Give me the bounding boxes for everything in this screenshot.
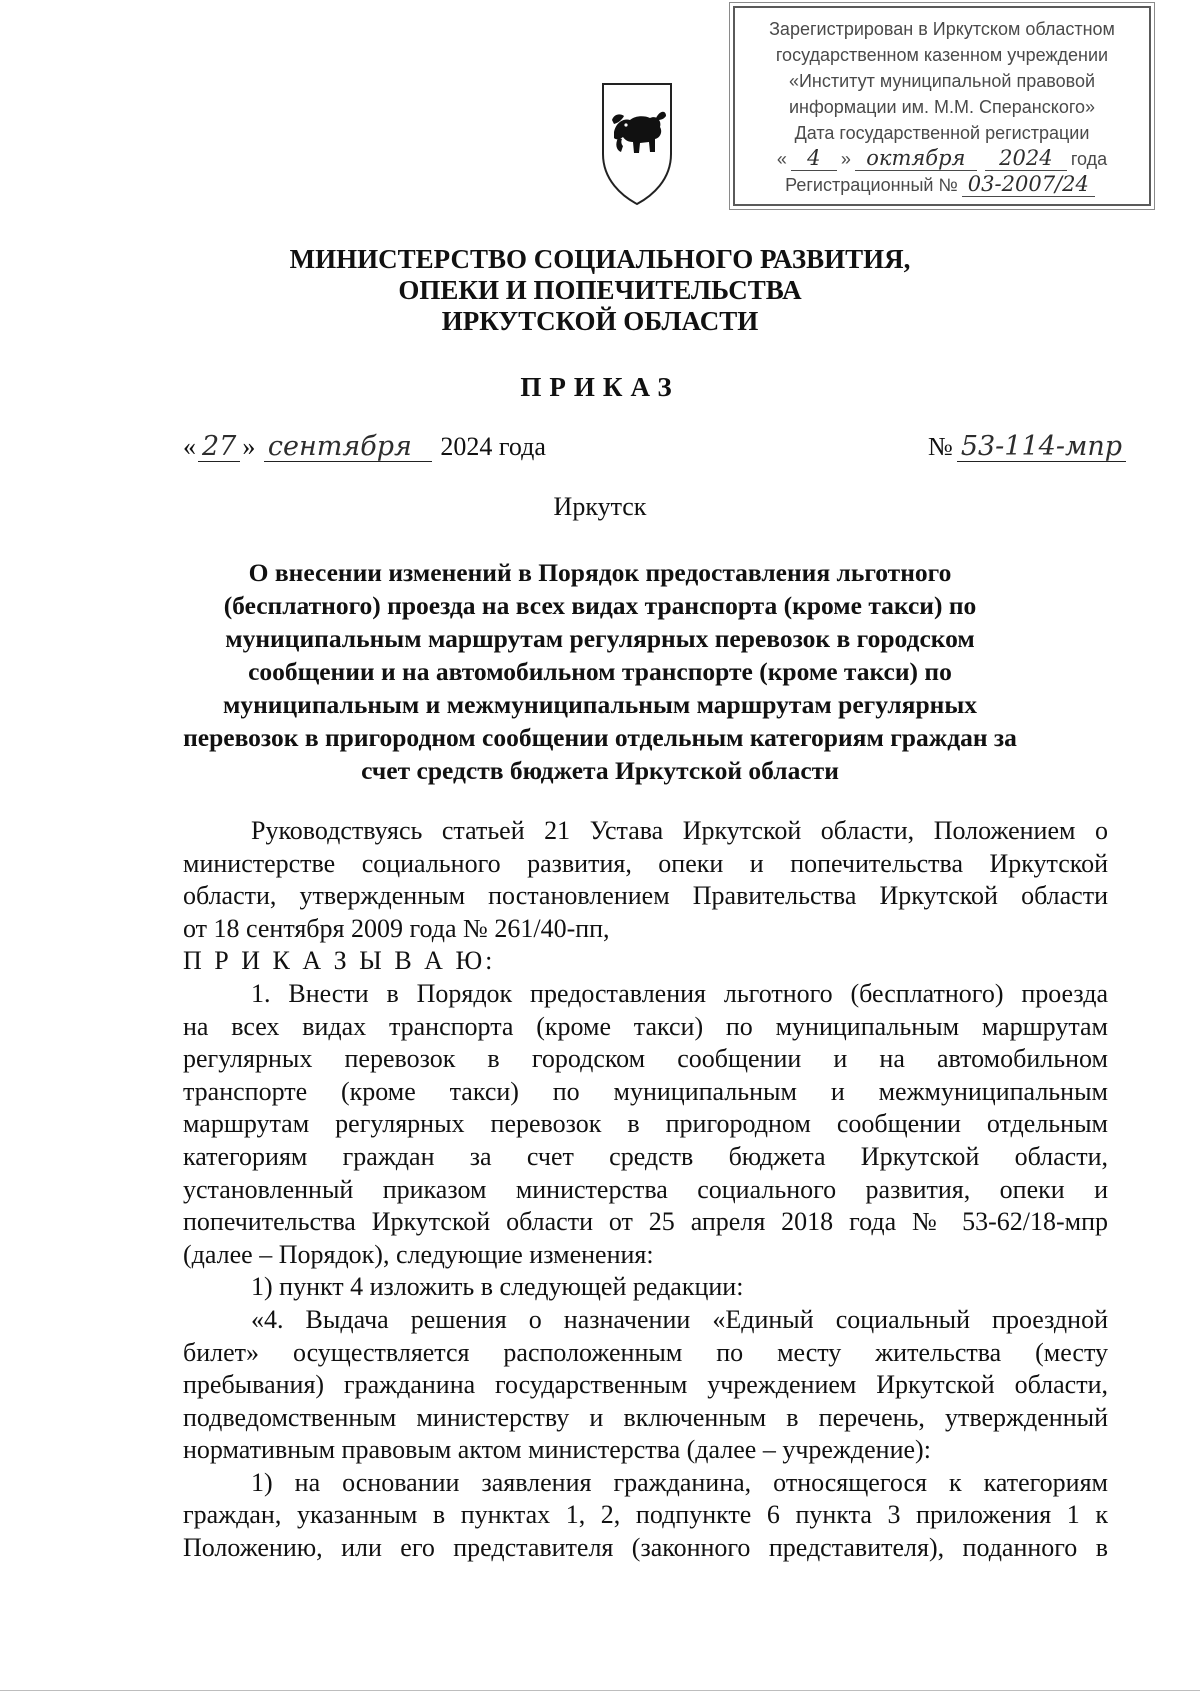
stamp-registration-number (735, 172, 1149, 198)
ministry-name (0, 244, 1200, 337)
stamp-line: Зарегистрирован в Иркутском областном (769, 19, 1115, 39)
body-line: установленный приказом министерства социального развития, опеки и (183, 1174, 1108, 1204)
order-number (928, 432, 1126, 462)
body-line: маршрутам регулярных перевозок в пригородном сообщении отдельным (183, 1109, 1108, 1139)
order-body (183, 815, 1108, 1565)
body-line: от 18 сентября 2009 года № 261/40-пп, (183, 913, 610, 943)
body-line: (далее – Порядок), следующие изменения: (183, 1239, 654, 1269)
body-line: Положению, или его представителя (законного представителя), поданного в (183, 1533, 1108, 1563)
stamp-date-month: октября (855, 146, 977, 171)
ministry-line: ОПЕКИ И ПОПЕЧИТЕЛЬСТВА (398, 275, 802, 305)
body-line: попечительства Иркутской области от 25 апреля 2018 года № 53-62/18-мпр (183, 1207, 1108, 1237)
body-line: Руководствуясь статьей 21 Устава Иркутской области, Положением о (251, 816, 1108, 845)
body-line: транспорте (кроме такси) по муниципальным и межмуниципальным (183, 1076, 1108, 1106)
body-line: билет» осуществляется расположенным по месту жительства (месту (183, 1337, 1108, 1367)
body-line: 1. Внести в Порядок предоставления льготного (бесплатного) проезда (251, 978, 1108, 1008)
title-line: муниципальным и межмуниципальным маршрутам регулярных (222, 690, 978, 719)
date-open-quote: « (183, 432, 196, 461)
body-line: пребывания) гражданина государственным учреждением Иркутской области, (183, 1370, 1108, 1400)
body-line: категориям граждан за счет средств бюджета Иркутской области, (183, 1141, 1108, 1171)
title-line: (бесплатного) проезда на всех видах транспорта (кроме такси) по (223, 591, 977, 620)
stamp-line: «Институт муниципальной правовой (788, 71, 1096, 91)
title-line: О внесении изменений в Порядок предоставления льготного (248, 558, 952, 587)
ministry-line: МИНИСТЕРСТВО СОЦИАЛЬНОГО РАЗВИТИЯ, (289, 244, 911, 274)
body-line: на всех видах транспорта (кроме такси) по муниципальным маршрутам (183, 1011, 1108, 1041)
body-line: 1) пункт 4 изложить в следующей редакции: (251, 1272, 744, 1302)
stamp-date-close-quote: » (840, 149, 851, 169)
coat-of-arms-icon (600, 80, 674, 208)
body-line: П Р И К А З Ы В А Ю: (183, 946, 496, 976)
title-line: перевозок в пригородном сообщении отдельным категориям граждан за (183, 723, 1017, 752)
document-type: ПРИКАЗ (520, 372, 680, 402)
body-line: 1) на основании заявления гражданина, относящегося к категориям (251, 1467, 1108, 1497)
city-name: Иркутск (553, 492, 647, 521)
date-year: 2024 года (440, 432, 546, 461)
registration-stamp (733, 6, 1151, 206)
stamp-reg-number: 03-2007/24 (962, 172, 1095, 197)
body-line: подведомственным министерству и включенным в перечень, утвержденный (183, 1402, 1108, 1432)
body-line: граждан, указанным в пунктах 1, 2, подпункте 6 пункта 3 приложения 1 к (183, 1500, 1108, 1530)
title-line: муниципальным маршрутам регулярных перевозок в городском (225, 624, 975, 653)
stamp-line: государственном казенном учреждении (775, 45, 1109, 65)
stamp-date-open-quote: « (776, 149, 787, 169)
date-day: 27 (198, 433, 240, 462)
body-line: области, утвержденным постановлением Правительства Иркутской области (183, 881, 1108, 911)
stamp-reg-label: Регистрационный № (785, 175, 958, 195)
stamp-date-day: 4 (791, 146, 837, 171)
page-bottom-edge (0, 1690, 1200, 1691)
title-line: сообщении и на автомобильном транспорте (кроме такси) по (248, 657, 952, 686)
date-close-quote: » (242, 432, 256, 461)
stamp-line: Дата государственной регистрации (794, 123, 1090, 143)
title-line: счет средств бюджета Иркутской области (361, 756, 839, 785)
order-date (183, 432, 546, 462)
stamp-line: информации им. М.М. Сперанского» (788, 97, 1096, 117)
date-month: сентября (264, 433, 432, 462)
order-title (0, 556, 1200, 787)
body-line: министерстве социального развития, опеки и попечительства Иркутской (183, 848, 1108, 878)
body-line: нормативным правовым актом министерства (далее – учреждение): (183, 1435, 931, 1465)
body-line: «4. Выдача решения о назначении «Единый социальный проездной (251, 1304, 1108, 1334)
number-value: 53-114-мпр (957, 433, 1126, 462)
ministry-line: ИРКУТСКОЙ ОБЛАСТИ (441, 306, 759, 336)
stamp-date-suffix: года (1070, 149, 1108, 169)
stamp-date-year: 2024 (985, 146, 1067, 171)
number-label: № (928, 432, 953, 461)
stamp-registration-date (735, 146, 1149, 172)
body-line: регулярных перевозок в городском сообщении и на автомобильном (183, 1044, 1108, 1074)
